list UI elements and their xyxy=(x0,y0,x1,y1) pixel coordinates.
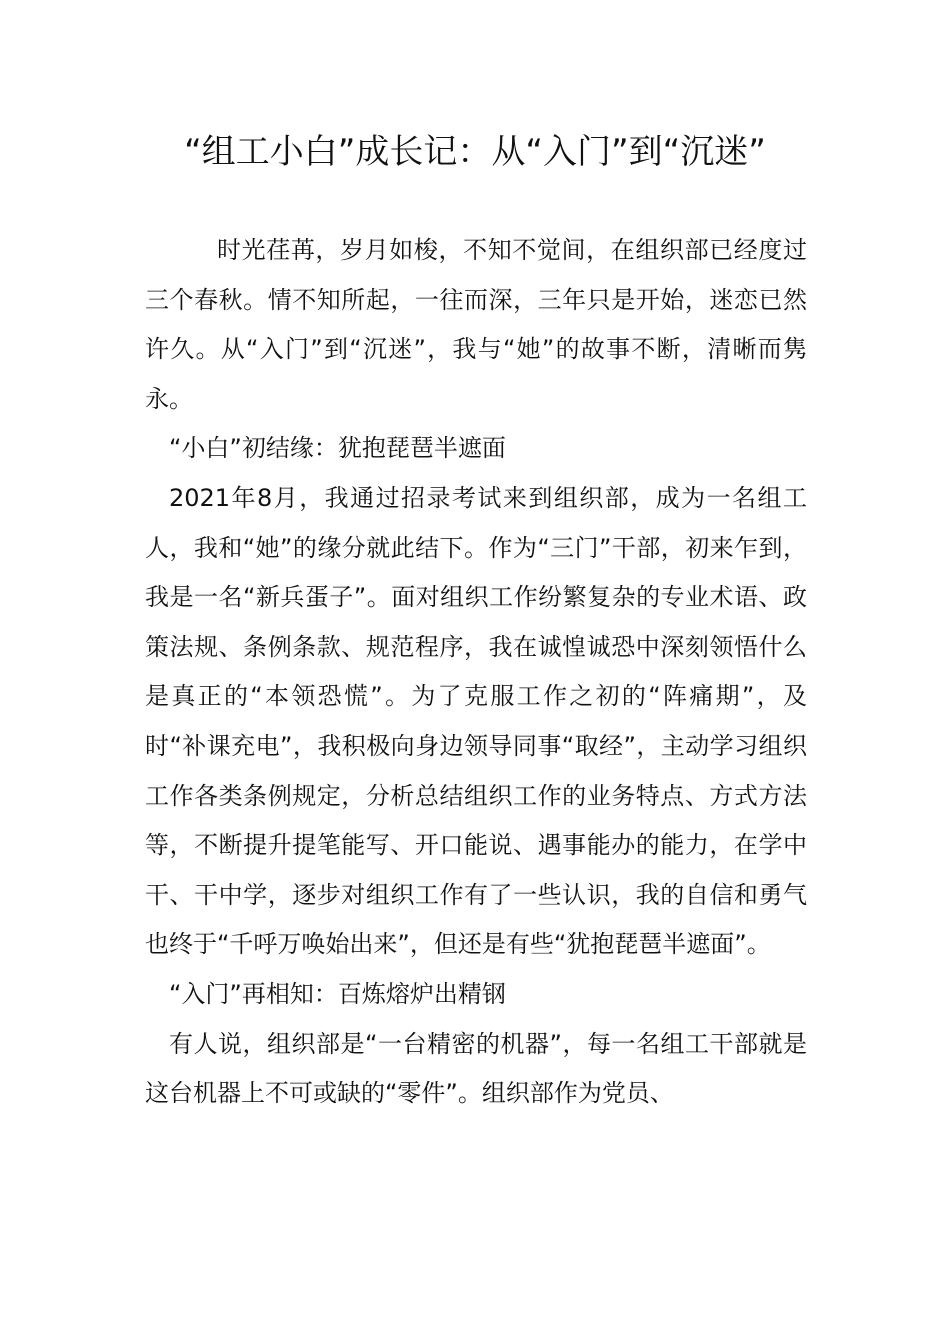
section-2-heading: “入门”再相知：百炼熔炉出精钢 xyxy=(169,979,506,1008)
section-2-paragraph: 有人说，组织部是“一台精密的机器”，每一名组工干部就是这台机器上不可或缺的“零件”。组织部作为党员、 xyxy=(145,1029,807,1108)
document-body xyxy=(145,226,807,1119)
document-title: “组工小白”成长记：从“入门”到“沉迷” xyxy=(184,132,766,172)
section-1-paragraph: 2021年8月，我通过招录考试来到组织部，成为一名组工人，我和“她”的缘分就此结下。作为“三门”干部，初来乍到，我是一名“新兵蛋子”。面对组织工作纷繁复杂的专业术语、政策法规、条例条款、规范程序，我在诚惶诚恐中深刻领悟什么是真正的“本领恐慌”。为了克服工作之初的“阵痛期”，及时“补课充电”，我积极向身边领导同事“取经”，主动学习组织工作各类条例规定，分析总结组织工作的业务特点、方式方法等，不断提升提笔能写、开口能说、遇事能办的能力，在学中干、干中学，逐步对组织工作有了一些认识，我的自信和勇气也终于“千呼万唤始出来”，但还是有些“犹抱琵琶半遮面”。 xyxy=(145,483,807,959)
intro-paragraph: 时光荏苒，岁月如梭，不知不觉间，在组织部已经度过三个春秋。情不知所起，一往而深，三年只是开始，迷恋已然许久。从“入门”到“沉迷”，我与“她”的故事不断，清晰而隽永。 xyxy=(145,236,807,413)
section-1-heading: “小白”初结缘：犹抱琵琶半遮面 xyxy=(169,434,506,463)
